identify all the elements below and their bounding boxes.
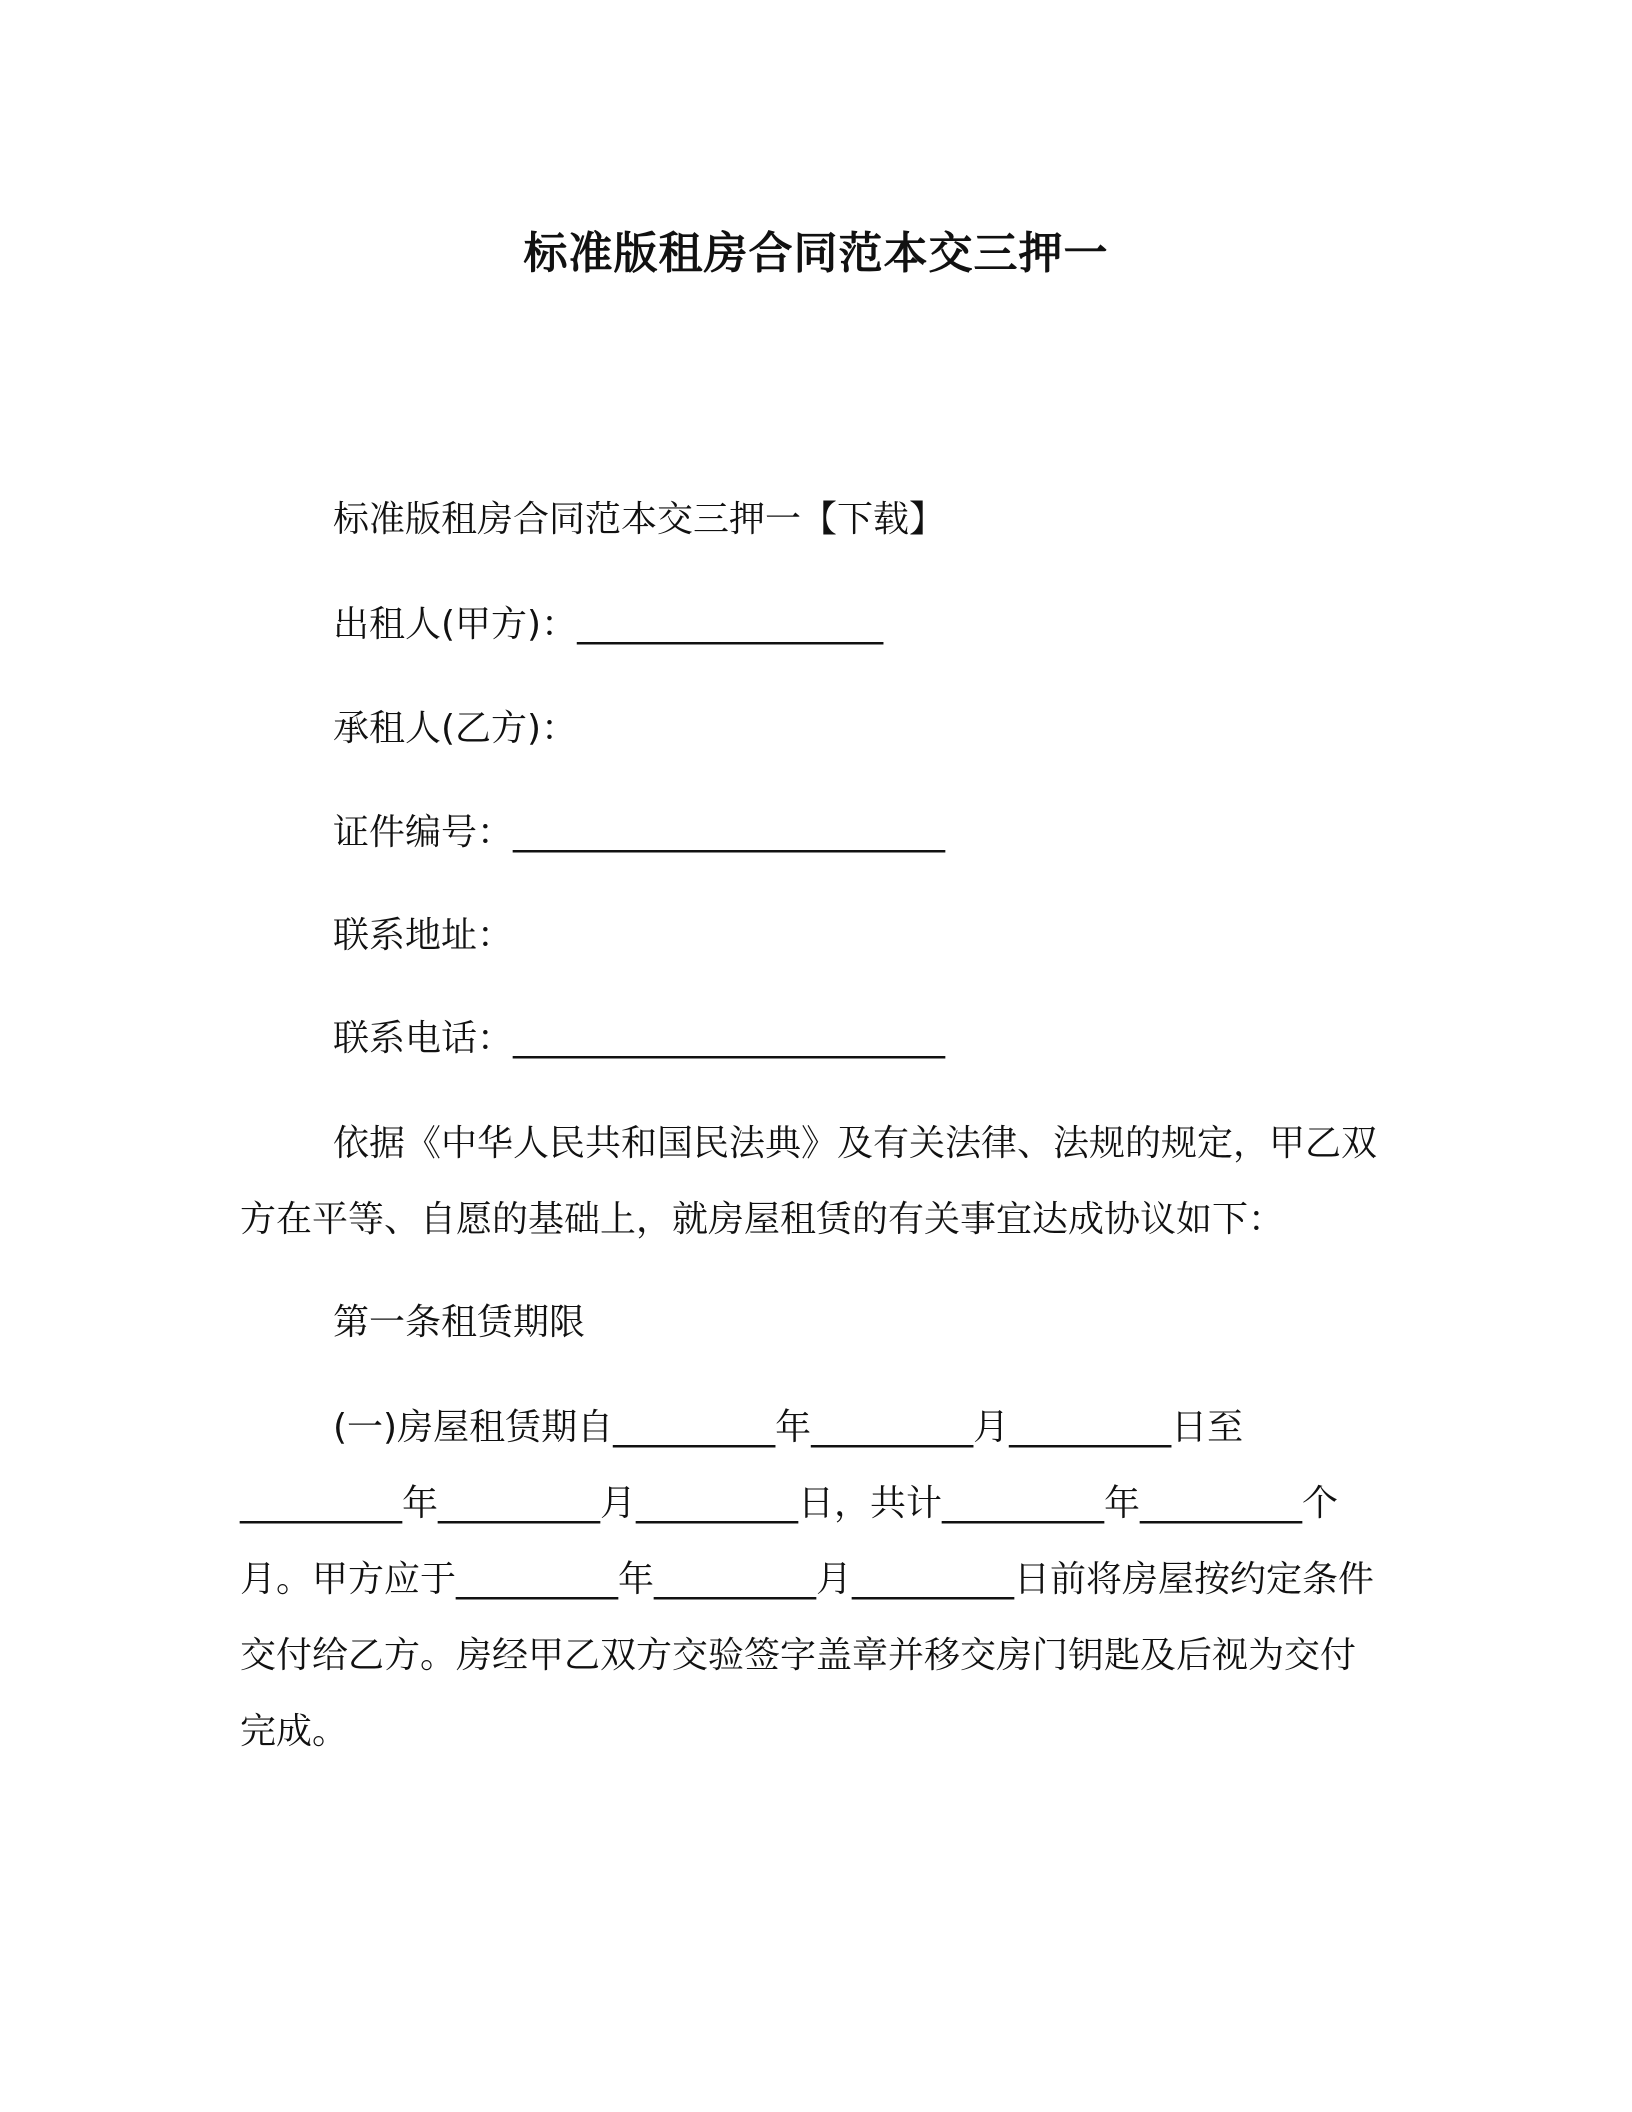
landlord-field: 出租人(甲方)：_________________	[333, 604, 884, 645]
document-title: 标准版租房合同范本交三押一	[523, 228, 1109, 279]
address-field: 联系地址：	[333, 915, 514, 956]
article-clause-1: (一)房屋租赁期自_________年_________月_________日至_________年_________月_________日，共计_________年_________个月。甲方应于_________年_________月_________日前将房屋按约定条件交付给乙方。房经甲乙双方交验签字盖章并移交房门钥匙及后视为交付完成。	[240, 1407, 1375, 1752]
intro-paragraph: 依据《中华人民共和国民法典》及有关法律、法规的规定，甲乙双方在平等、自愿的基础上，就房屋租赁的有关事宜达成协议如下：	[240, 1123, 1378, 1240]
phone-field: 联系电话：________________________	[333, 1018, 946, 1059]
id-number-field: 证件编号：________________________	[333, 812, 946, 853]
tenant-field: 承租人(乙方)：	[333, 708, 578, 749]
article-heading: 第一条租赁期限	[333, 1302, 586, 1343]
document-subtitle: 标准版租房合同范本交三押一【下载】	[333, 499, 946, 540]
